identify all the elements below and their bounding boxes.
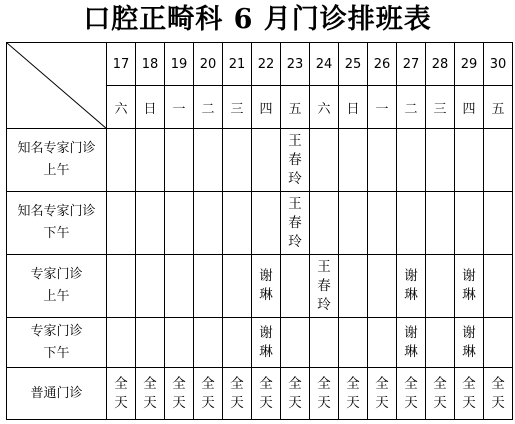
schedule-cell [194, 318, 223, 368]
schedule-cell [397, 255, 426, 318]
schedule-cell [339, 368, 368, 420]
schedule-table [6, 42, 513, 420]
weekday-cell: 五 [281, 86, 310, 129]
weekday-cell: 四 [252, 86, 281, 129]
schedule-cell [426, 192, 455, 255]
schedule-cell [223, 368, 252, 420]
schedule-cell [455, 129, 484, 192]
schedule-cell [194, 129, 223, 192]
row-label-cell [7, 368, 107, 420]
date-row [7, 43, 513, 86]
row-label-line1: 专家门诊 [30, 323, 83, 339]
schedule-cell [136, 318, 165, 368]
schedule-cell [136, 368, 165, 420]
date-cell: 28 [426, 43, 455, 86]
doctor-name: 王春玲 [288, 132, 302, 187]
schedule-cell [397, 192, 426, 255]
schedule-cell [426, 129, 455, 192]
schedule-cell [136, 255, 165, 318]
schedule-cell [252, 318, 281, 368]
schedule-cell [281, 255, 310, 318]
weekday-cell: 三 [223, 86, 252, 129]
schedule-row [7, 255, 513, 318]
schedule-cell [368, 129, 397, 192]
schedule-cell [252, 368, 281, 420]
schedule-cell [397, 318, 426, 368]
schedule-cell [484, 255, 513, 318]
schedule-cell [484, 129, 513, 192]
schedule-cell [252, 192, 281, 255]
row-label-line1: 专家门诊 [30, 267, 83, 282]
row-label-line2: 上午 [43, 163, 70, 178]
doctor-name: 全天 [288, 375, 302, 411]
schedule-cell [165, 318, 194, 368]
row-label-cell [7, 192, 107, 255]
schedule-cell [310, 318, 339, 368]
schedule-cell [455, 368, 484, 420]
schedule-cell [223, 129, 252, 192]
schedule-cell [281, 318, 310, 368]
schedule-cell [339, 318, 368, 368]
date-cell: 18 [136, 43, 165, 86]
schedule-cell [455, 318, 484, 368]
doctor-name: 王春玲 [317, 258, 331, 313]
schedule-row [7, 318, 513, 368]
schedule-cell [484, 368, 513, 420]
schedule-cell [310, 129, 339, 192]
doctor-name: 全天 [230, 375, 244, 411]
schedule-cell [368, 192, 397, 255]
page-title: 口腔正畸科 6 月门诊排班表 [83, 4, 432, 35]
weekday-cell: 四 [455, 86, 484, 129]
row-label-cell [7, 255, 107, 318]
doctor-name: 全天 [259, 375, 273, 411]
schedule-cell [397, 368, 426, 420]
schedule-cell [339, 129, 368, 192]
schedule-cell [136, 129, 165, 192]
date-cell: 17 [107, 43, 136, 86]
schedule-cell [252, 255, 281, 318]
weekday-cell: 日 [136, 86, 165, 129]
schedule-cell [397, 129, 426, 192]
schedule-cell [165, 129, 194, 192]
schedule-cell [223, 318, 252, 368]
schedule-cell [107, 129, 136, 192]
weekday-cell: 六 [107, 86, 136, 129]
date-cell: 23 [281, 43, 310, 86]
schedule-cell [368, 255, 397, 318]
schedule-cell [368, 368, 397, 420]
date-cell: 30 [484, 43, 513, 86]
date-cell: 26 [368, 43, 397, 86]
date-cell: 24 [310, 43, 339, 86]
schedule-cell [165, 368, 194, 420]
schedule-row [7, 129, 513, 192]
schedule-cell [223, 255, 252, 318]
schedule-cell [281, 192, 310, 255]
doctor-name: 谢琳 [462, 324, 476, 360]
weekday-cell: 五 [484, 86, 513, 129]
schedule-cell [426, 318, 455, 368]
schedule-cell [281, 129, 310, 192]
weekday-cell: 一 [165, 86, 194, 129]
doctor-name: 全天 [201, 375, 215, 411]
schedule-cell [107, 192, 136, 255]
date-cell: 22 [252, 43, 281, 86]
schedule-cell [426, 255, 455, 318]
schedule-cell [194, 192, 223, 255]
schedule-cell [107, 368, 136, 420]
schedule-cell [165, 192, 194, 255]
weekday-cell: 日 [339, 86, 368, 129]
schedule-cell [368, 318, 397, 368]
schedule-cell [136, 192, 165, 255]
schedule-cell [339, 192, 368, 255]
doctor-name: 谢琳 [404, 324, 418, 360]
doctor-name: 谢琳 [404, 268, 418, 303]
schedule-cell [107, 255, 136, 318]
schedule-cell [484, 318, 513, 368]
schedule-cell [194, 255, 223, 318]
doctor-name: 全天 [346, 375, 360, 411]
doctor-name: 谢琳 [259, 324, 273, 360]
weekday-cell: 二 [194, 86, 223, 129]
weekday-cell: 三 [426, 86, 455, 129]
row-label-cell [7, 129, 107, 192]
schedule-cell [310, 192, 339, 255]
weekday-cell: 二 [397, 86, 426, 129]
doctor-name: 全天 [375, 375, 389, 411]
diagonal-line [7, 43, 107, 129]
schedule-cell [484, 192, 513, 255]
schedule-cell [194, 368, 223, 420]
schedule-row [7, 368, 513, 420]
row-label-line1: 知名专家门诊 [17, 204, 96, 219]
weekday-cell: 一 [368, 86, 397, 129]
schedule-cell [252, 129, 281, 192]
doctor-name: 全天 [462, 375, 476, 411]
date-cell: 29 [455, 43, 484, 86]
row-label-line1: 知名专家门诊 [17, 141, 96, 156]
doctor-name: 全天 [433, 375, 447, 411]
schedule-cell [455, 192, 484, 255]
row-label-line2: 上午 [43, 289, 70, 304]
schedule-cell [455, 255, 484, 318]
row-label-line2: 下午 [43, 345, 70, 361]
date-cell: 25 [339, 43, 368, 86]
schedule-cell [310, 255, 339, 318]
doctor-name: 全天 [317, 375, 331, 411]
doctor-name: 全天 [172, 375, 186, 411]
doctor-name: 全天 [114, 375, 128, 411]
doctor-name: 全天 [491, 375, 505, 411]
doctor-name: 谢琳 [259, 268, 273, 303]
schedule-cell [426, 368, 455, 420]
date-cell: 27 [397, 43, 426, 86]
date-cell: 21 [223, 43, 252, 86]
schedule-cell [281, 368, 310, 420]
schedule-row [7, 192, 513, 255]
schedule-cell [339, 255, 368, 318]
schedule-cell [310, 368, 339, 420]
schedule-cell [223, 192, 252, 255]
doctor-name: 王春玲 [288, 195, 302, 250]
doctor-name: 谢琳 [462, 268, 476, 303]
doctor-name: 全天 [143, 375, 157, 411]
corner-header-cell [7, 43, 107, 129]
date-cell: 20 [194, 43, 223, 86]
schedule-cell [107, 318, 136, 368]
row-label-line2: 下午 [43, 226, 70, 241]
weekday-cell: 六 [310, 86, 339, 129]
row-label-cell [7, 318, 107, 368]
row-label-line1: 普通门诊 [30, 385, 83, 401]
date-cell: 19 [165, 43, 194, 86]
doctor-name: 全天 [404, 375, 418, 411]
schedule-cell [165, 255, 194, 318]
